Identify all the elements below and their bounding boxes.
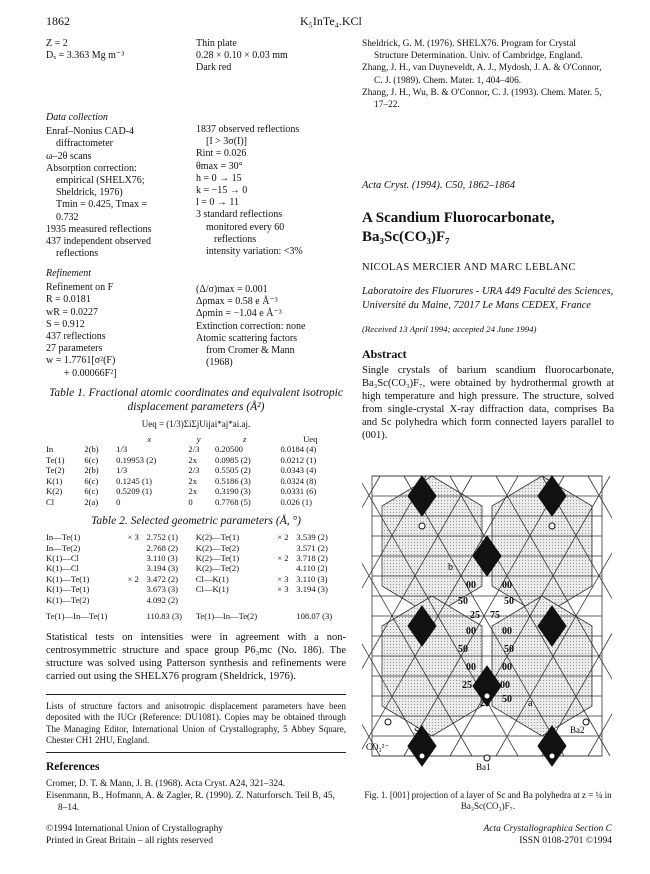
ref-line: w = 1.7761[σ²(F) (46, 355, 116, 367)
abstract-text: Single crystals of barium scandium fluorocarbonate, Ba₃Sc(CO₃)F₇, were obtained by hydrothermal growth at high temperature and high pressure. The structure, solved from single-crystal X-ray diffraction data, comprises Ba and Sc polyhedra which form connected layers parallel to (001). (362, 364, 614, 442)
table-cell: K(1) (46, 475, 63, 486)
dc-line: empirical (SHELX76; (56, 174, 145, 186)
table-cell: 2.768 (2) (146, 542, 179, 553)
height-label: 00 (502, 626, 512, 637)
table-cell: 3.194 (3) (296, 584, 328, 595)
table-cell: 2(b) (84, 444, 99, 455)
refinement-left (46, 268, 196, 380)
iucr-note: Lists of structure factors and anisotropic displacement parameters have been deposited with the IUCr (Reference: DU1081). Copies may be obtained through The Managing Editor, International Union of Crystallography, 5 Abbey Square, Chester CH1 2HU, England. (46, 694, 346, 753)
crystal-data-left (46, 38, 196, 62)
table-row (46, 543, 346, 553)
table-cell: × 2 (277, 532, 289, 543)
table-cell: K(2)—Te(1) (195, 552, 240, 563)
height-label: 00 (466, 626, 476, 637)
table-cell (127, 595, 146, 605)
article-header (362, 180, 614, 442)
dc-line: l = 0 → 11 (196, 197, 240, 209)
table-cell: Cl—K(1) (195, 584, 229, 595)
dc-line: Rint = 0.026 (196, 148, 247, 160)
crystal-size: 0.28 × 0.10 × 0.03 mm (196, 50, 288, 62)
table-cell: 2x (188, 486, 197, 497)
table-cell: 0 (188, 496, 193, 507)
table-cell: 0.0985 (2) (214, 454, 251, 465)
table-cell (196, 595, 277, 605)
crystal-data-right (196, 38, 346, 75)
table-cell: K(1)—Cl (46, 563, 79, 574)
table-header: x (147, 434, 152, 444)
footer-left (46, 824, 223, 847)
table-cell: × 2 (277, 552, 289, 563)
table-row (46, 486, 346, 496)
table-header: z (243, 434, 247, 444)
data-collection-left (46, 112, 196, 260)
figure-1 (362, 466, 612, 786)
table-cell (277, 543, 296, 553)
table-cell: 0.7768 (5) (214, 496, 251, 507)
table-cell: 1/3 (116, 465, 128, 476)
table-cell: In—Te(1) (46, 532, 81, 543)
atom-marker (549, 753, 555, 759)
table-cell (127, 553, 146, 563)
ref-line: (Δ/σ)max = 0.001 (196, 284, 268, 295)
table-cell: Te(1)—In—Te(2) (195, 611, 258, 622)
reference-item: Eisenmann, B., Hofmann, A. & Zagler, R. (1990). Z. Naturforsch. Teil B, 45, 8–14. (46, 791, 335, 814)
table-header (84, 434, 116, 444)
dc-line: 437 independent observed (46, 235, 151, 247)
height-label: 50 (502, 694, 512, 705)
polyhedra-projection (362, 466, 612, 786)
table-cell: 0.1245 (1) (116, 475, 152, 486)
figure-caption: Fig. 1. [001] projection of a layer of Sc and Ba polyhedra at z = ¼ in Ba₃Sc(CO₃)F₇. (364, 790, 612, 811)
running-title: K₅InTe₄.KCl (300, 14, 362, 28)
axis-a-label: a (528, 698, 533, 709)
dc-line: reflections (214, 233, 257, 245)
abstract-heading: Abstract (362, 347, 407, 362)
table-cell: K(2) (46, 486, 63, 497)
atom-marker (419, 753, 425, 759)
height-label: 00 (500, 680, 510, 691)
table-cell: 0.19953 (2) (116, 454, 157, 465)
height-label: 00 (466, 662, 476, 673)
dc-line: Enraf–Nonius CAD-4 (46, 126, 135, 138)
height-label: 00 (466, 580, 476, 591)
table-cell: Cl—K(1) (195, 573, 229, 584)
stat-paragraph: Statistical tests on intensities were in agreement with a non-centrosymmetric structure and space group P6₃mc (No. 186). The structure was solved using Patterson synthesis and refinements were carried out using the SHELX76 program (Sheldrick, 1976). (46, 632, 346, 683)
dc-line: Absorption correction: (46, 162, 137, 174)
table-cell: 2(b) (84, 465, 99, 476)
table-cell (277, 563, 296, 573)
table-cell: 0.026 (1) (280, 496, 312, 507)
refinement-right (196, 284, 346, 369)
ref-line: S = 0.912 (46, 318, 85, 330)
height-label: 00 (502, 580, 512, 591)
atom-marker (419, 523, 425, 529)
table1-caption: Table 1. Fractional atomic coordinates and equivalent isotropic displacement parameters (Å²) (49, 387, 343, 414)
table-cell: 6(c) (84, 486, 99, 497)
height-label: 25 (480, 698, 490, 709)
reference-item: Cromer, D. T. & Mann, J. B. (1968). Acta Cryst. A24, 321–324. (46, 779, 286, 790)
ba2-label: Ba2 (570, 725, 585, 735)
ref-line: R = 0.0181 (46, 294, 91, 306)
table-cell: × 3 (277, 573, 289, 584)
z-value: Z = 2 (46, 38, 68, 49)
table-cell: 2.752 (1) (146, 532, 179, 543)
table-cell: 3.718 (2) (296, 552, 328, 563)
table-cell: 110.83 (3) (146, 611, 183, 622)
footer-right (440, 824, 612, 847)
table-row (46, 476, 346, 486)
crystal-shape: Thin plate (196, 38, 237, 49)
journal-section: Acta Crystallographica Section C (483, 824, 612, 834)
height-label: 50 (458, 596, 468, 607)
reference-item: Zhang, J. H., Wu, B. & O'Connor, C. J. (1993). Chem. Mater. 5, 17–22. (362, 87, 602, 111)
ba1-label: Ba1 (476, 762, 491, 772)
table-cell: K(2)—Te(1) (195, 532, 240, 543)
table-cell (296, 595, 346, 605)
table-cell: 0.0184 (4) (280, 444, 317, 455)
table-cell: 0.20500 (214, 444, 243, 455)
table-cell (277, 595, 296, 605)
table-cell (277, 605, 296, 621)
table-cell: 0.0331 (6) (280, 486, 317, 497)
ref-line: 437 reflections (46, 330, 106, 342)
table-cell: × 3 (127, 532, 139, 543)
table-row (46, 465, 346, 475)
table-row (46, 497, 346, 507)
atom-marker (484, 755, 490, 761)
table-cell: 3.673 (3) (146, 584, 179, 595)
table-cell: × 3 (277, 584, 289, 595)
article-title-line1: A Scandium Fluorocarbonate, (362, 209, 555, 226)
table-cell: 2(a) (84, 496, 99, 507)
ref-line: (1968) (206, 357, 233, 369)
table-header (46, 434, 84, 444)
height-label: 25 (462, 680, 472, 691)
table-cell: Te(1) (46, 454, 65, 465)
page-number: 1862 (46, 14, 70, 28)
table-cell: In (46, 444, 54, 455)
table-cell: 3.110 (3) (146, 552, 178, 563)
ref-line: Atomic scattering factors (196, 332, 298, 344)
table-cell (127, 563, 146, 573)
article-citation: Acta Cryst. (1994). C50, 1862–1864 (362, 180, 516, 191)
height-label: 00 (502, 662, 512, 673)
table-cell: 6(c) (84, 475, 99, 486)
table1 (46, 386, 346, 507)
table-cell: 2x (188, 454, 197, 465)
dc-line: k = −15 → 0 (196, 184, 248, 196)
table-cell: 3.539 (2) (296, 532, 328, 543)
dc-line: intensity variation: <3% (206, 245, 303, 257)
ref-line: from Cromer & Mann (206, 344, 295, 356)
table-row (46, 563, 346, 573)
atom-marker (549, 523, 555, 529)
dc-line: 1837 observed reflections (196, 124, 300, 135)
table-cell: 0.5505 (2) (214, 465, 251, 476)
table-cell: × 2 (127, 573, 139, 584)
table-row (46, 605, 346, 621)
article-affiliation: Laboratoire des Fluorures - URA 449 Faculté des Sciences, Université du Maine, 72017 Le Mans CEDEX, France (362, 286, 614, 311)
reference-item: Sheldrick, G. M. (1976). SHELX76. Program for Crystal Structure Determination. Univ. of Cambridge, England. (362, 39, 583, 62)
table-cell: 0.5186 (3) (214, 475, 251, 486)
dc-line: 3 standard reflections (196, 209, 283, 221)
table-cell: 3.110 (3) (296, 573, 328, 584)
table-cell: In—Te(2) (46, 542, 81, 553)
table-cell: Te(2) (46, 465, 65, 476)
col2-references (362, 38, 612, 111)
ref-line: 27 parameters (46, 343, 103, 355)
dc-line: reflections (56, 248, 99, 260)
table-cell: K(1)—Te(1) (46, 573, 90, 584)
table2-grid (46, 532, 346, 622)
axis-b-label: b (448, 562, 453, 573)
atom-marker (385, 719, 391, 725)
ref-line: Extinction correction: none (196, 320, 306, 332)
table1-grid (46, 434, 346, 507)
dc-line: Tmin = 0.425, Tmax = (56, 199, 148, 211)
table-cell: 108.07 (3) (296, 611, 333, 622)
sc-label: Sc (414, 726, 423, 736)
issn: ISSN 0108-2701 ©1994 (519, 835, 612, 846)
crystal-color: Dark red (196, 62, 232, 74)
table-cell: 1/3 (116, 444, 128, 455)
received-dates: (Received 13 April 1994; accepted 24 June 1994) (362, 324, 537, 335)
table-row (46, 553, 346, 563)
dc-line: h = 0 → 15 (196, 172, 242, 184)
table-cell: 0.0343 (4) (280, 465, 317, 476)
dc-line: monitored every 60 (206, 221, 285, 233)
table-cell: 0 (116, 496, 121, 507)
table-cell: 0.3190 (3) (214, 486, 251, 497)
table-cell: K(2)—Te(2) (195, 542, 240, 553)
height-label: 25 (470, 610, 480, 621)
dc-line: diffractometer (56, 138, 114, 150)
article-authors: NICOLAS MERCIER AND MARC LEBLANC (362, 262, 576, 274)
table-cell: Te(1)—In—Te(1) (46, 611, 108, 622)
dc-line: θmax = 30° (196, 160, 243, 172)
table-cell: 0.5209 (1) (116, 486, 152, 497)
table-header: Ueq (303, 434, 318, 444)
ref-line: Refinement on F (46, 282, 114, 294)
dc-line: Sheldrick, 1976) (56, 187, 123, 199)
table-row (46, 444, 346, 454)
dc-line: [I > 3σ(I)] (206, 136, 248, 148)
table-cell: K(1)—Te(1) (46, 584, 90, 595)
height-label: 50 (504, 596, 514, 607)
dc-line: 1935 measured reflections (46, 223, 152, 235)
data-collection-heading: Data collection (46, 112, 108, 123)
data-collection-right (196, 124, 346, 258)
table-cell: 4.092 (2) (146, 594, 179, 605)
dc-line: 0.732 (56, 211, 79, 223)
table-cell (127, 584, 146, 594)
table1-formula: Ueq = (1/3)ΣiΣjUijai*aj*ai.aj. (141, 419, 251, 430)
table-row (46, 455, 346, 465)
table-header: y (196, 434, 201, 444)
printed-in: Printed in Great Britain – all rights reserved (46, 835, 213, 846)
height-label: 75 (490, 610, 500, 621)
table-cell: 3.571 (2) (296, 542, 328, 553)
article-title-line2: Ba₃Sc(CO₃)F₇ (362, 228, 450, 245)
height-label: 50 (458, 644, 468, 655)
table-header-row (46, 434, 346, 444)
refinement-heading: Refinement (46, 268, 91, 279)
table-cell: 4.110 (2) (296, 563, 328, 574)
table-row (46, 574, 346, 584)
table-cell: Cl (46, 496, 55, 507)
table-row (46, 584, 346, 594)
table-cell: 2/3 (188, 465, 200, 476)
table-cell: 2x (188, 475, 197, 486)
table2-caption: Table 2. Selected geometric parameters (Å, °) (91, 515, 301, 527)
ref-line: wR = 0.0227 (46, 306, 99, 318)
height-label: 50 (504, 644, 514, 655)
ref-line: Δρmin = −1.04 e Å⁻³ (196, 308, 282, 320)
references-section (46, 760, 346, 815)
table-cell: 0.0324 (8) (280, 475, 317, 486)
table-cell: K(2)—Te(2) (195, 563, 240, 574)
table-cell: 3.194 (3) (146, 563, 179, 574)
ref-line: Δρmax = 0.58 e Å⁻³ (196, 296, 278, 308)
dc-line: ω–2θ scans (46, 150, 92, 162)
table-cell: 3.472 (2) (146, 573, 179, 584)
copyright: ©1994 International Union of Crystallography (46, 824, 224, 834)
table-cell: 6(c) (84, 454, 99, 465)
references-heading: References (46, 761, 100, 773)
co3-label: CO₃²⁻ (366, 742, 390, 752)
table-row (46, 595, 346, 605)
table2 (46, 514, 346, 622)
ref-line: + 0.00066F²] (64, 367, 117, 379)
density-value: Dₓ = 3.363 Mg m⁻³ (46, 50, 125, 62)
table-cell: 0.0212 (1) (280, 454, 317, 465)
table-cell: 2/3 (188, 444, 200, 455)
table-cell: K(1)—Cl (46, 552, 79, 563)
reference-item: Zhang, J. H., van Duyneveldt, A. J., Mydosh, J. A. & O'Connor, C. J. (1989). Chem. Mater. 1, 404–406. (362, 63, 602, 86)
table-cell (127, 543, 146, 553)
table-cell (127, 605, 146, 621)
table-row (46, 532, 346, 542)
table-cell: K(1)—Te(2) (46, 594, 90, 605)
